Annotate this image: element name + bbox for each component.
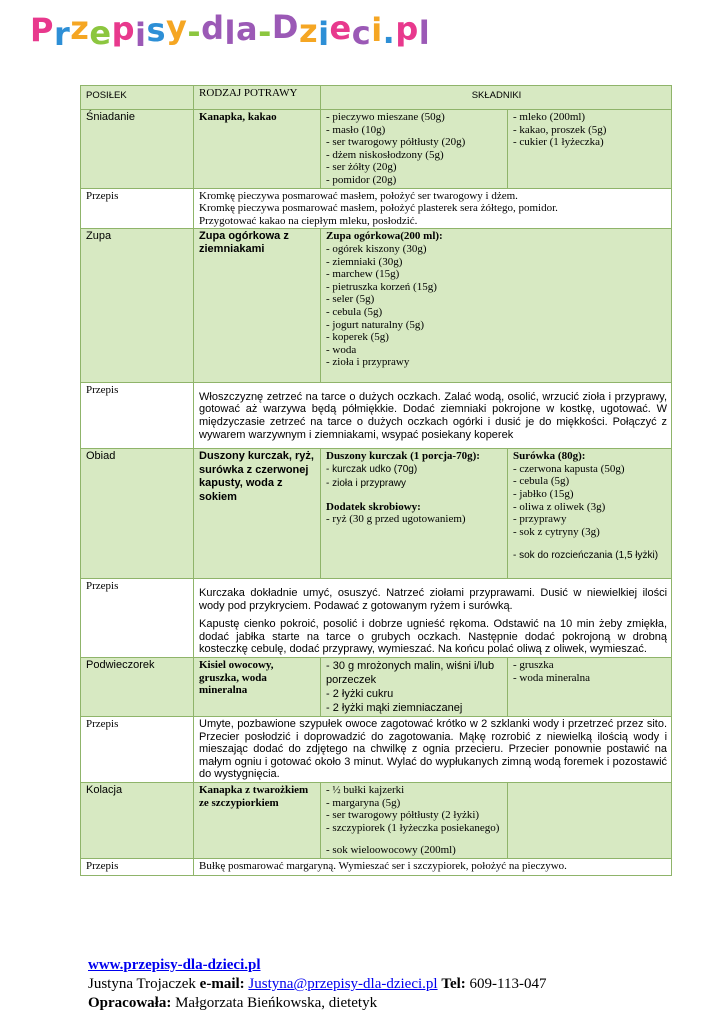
list-item: - ser twarogowy półtłusty (20g) [326, 136, 466, 149]
list-item: - margaryna (5g) [326, 796, 401, 809]
breakfast-recipe-row [81, 188, 672, 229]
logo-letter: e [329, 9, 352, 47]
meal-name: Podwieczorek [81, 657, 194, 716]
logo-letter: P [30, 11, 54, 49]
list-item: - dżem niskosłodzony (5g) [326, 148, 444, 161]
recipe-paragraph: Umyte, pozbawione szypułek owoce zagotować krótko w 2 szklanki wody i przetrzeć przez sito. Przecier posłodzić i doprowadzić do zagotowania. Mąkę rozrobić z niewielką ilością wody i mieszając dodać do zdjętego na chwilkę z ognia przecieru. Przecier ponownie postawić na małym ogniu i gotować około 3 minut. Wylać do wypłukanych zimną wodą foremek i pozostawić do wystygnięcia. [199, 717, 668, 781]
list-item: - cukier (1 łyżeczka) [513, 136, 604, 149]
list-item: - czerwona kapusta (50g) [513, 462, 625, 475]
logo-letter: i [318, 15, 330, 53]
logo-letter: i [134, 16, 147, 54]
website-link[interactable]: www.przepisy-dla-dzieci.pl [88, 957, 261, 973]
ingredients-title: Surówka (80g): [513, 450, 586, 463]
list-item: - 30 g mrożonych malin, wiśni i/lub porzeczek [326, 659, 495, 686]
list-item: - ryż (30 g przed ugotowaniem) [326, 513, 466, 526]
ingredients-list [508, 110, 672, 189]
ingredients-list [321, 110, 508, 189]
lunch-row [81, 449, 672, 579]
list-item: - marchew (15g) [326, 268, 400, 281]
header-meal: POSIŁEK [81, 86, 194, 110]
logo-letter: z [298, 12, 319, 50]
recipe-text [194, 382, 672, 448]
ingredients-list [508, 657, 672, 716]
logo-letter: l [224, 14, 236, 52]
recipe-text: Bułkę posmarować margaryną. Wymieszać ser i szczypiorek, położyć na pieczywo. [194, 858, 672, 875]
ingredients-title: Zupa ogórkowa(200 ml): [326, 230, 443, 243]
soup-recipe-row [81, 382, 672, 448]
recipe-line: Kromkę pieczywa posmarować masłem, położyć ser twarogowy i dżem. [199, 189, 518, 202]
prepared-by: Małgorzata Bieńkowska, dietetyk [175, 995, 378, 1011]
recipe-line: Przygotować kakao na ciepłym mleku, posłodzić. [199, 214, 418, 227]
list-item: - zioła i przyprawy [326, 477, 407, 489]
author-name: Justyna Trojaczek [88, 976, 196, 992]
list-item: - ser twarogowy półtłusty (2 łyżki) [326, 809, 480, 822]
recipe-text [194, 579, 672, 658]
meal-name: Obiad [81, 449, 194, 579]
dish-name: Zupa ogórkowa z ziemniakami [194, 229, 321, 383]
logo-letter: - [258, 13, 272, 51]
list-item: - ½ bułki kajzerki [326, 783, 405, 796]
list-item: - cebula (5g) [513, 475, 570, 488]
list-item: - pomidor (20g) [326, 173, 397, 186]
prepared-label: Opracowała: [88, 995, 172, 1011]
list-item: - ziemniaki (30g) [326, 255, 403, 268]
logo-letter: y [165, 8, 188, 46]
recipe-text [194, 188, 672, 229]
logo-letter: a [236, 10, 259, 48]
tel-label: Tel: [441, 976, 466, 992]
dish-name: Kanapka z twarożkiem ze szczypiorkiem [194, 782, 321, 858]
snack-recipe-row [81, 716, 672, 782]
breakfast-row [81, 110, 672, 189]
list-item: - pieczywo mieszane (50g) [326, 111, 445, 123]
list-item: - kakao, proszek (5g) [513, 123, 607, 136]
list-item: - koperek (5g) [326, 331, 389, 344]
logo-letter: D [271, 8, 299, 46]
logo-letter: s [146, 11, 166, 49]
dinner-recipe-row [81, 858, 672, 875]
list-item: - ser żółty (20g) [326, 161, 397, 174]
recipe-paragraph: Kapustę cienko pokroić, posolić i dobrze ugnieść rękoma. Odstawić na 10 min żeby zmiękła, dodać jabłka starte na tarce o grubych oczkach. Następnie dodać pokrojoną w drobną kosteczkę cebulę, dodać przyprawy, wymieszać. Na końcu polać oliwą z oliwek, wymieszać. [199, 618, 668, 656]
logo-letter: . [382, 13, 396, 51]
dinner-row [81, 782, 672, 858]
logo-letter: l [418, 14, 431, 52]
logo-letter: r [53, 15, 71, 53]
logo-letter: d [201, 9, 225, 47]
logo-letter: p [111, 10, 135, 48]
ingredients-list [321, 657, 508, 716]
snack-row [81, 657, 672, 716]
recipe-label: Przepis [81, 858, 194, 875]
list-item: - 2 łyżki mąki ziemniaczanej [326, 701, 463, 714]
ingredients-list [321, 782, 508, 858]
list-item: - cebula (5g) [326, 305, 383, 318]
logo-letter: z [70, 9, 90, 47]
list-item: - oliwa z oliwek (3g) [513, 500, 606, 513]
recipe-paragraph: Kurczaka dokładnie umyć, osuszyć. Natrzeć ziołami przyprawami. Dusić w niewielkiej ilości wody pod przykryciem. Podawać z gotowanym ryżem i surówką. [199, 587, 668, 612]
list-item: - sok do rozcieńczania (1,5 łyżki) [513, 550, 659, 562]
list-item: - 2 łyżki cukru [326, 687, 394, 700]
meal-name: Śniadanie [81, 110, 194, 189]
logo-letter: i [371, 11, 383, 49]
lunch-recipe-row [81, 579, 672, 658]
list-item: - jogurt naturalny (5g) [326, 318, 425, 331]
meal-name: Zupa [81, 229, 194, 383]
header-ingredients: SKŁADNIKI [321, 86, 672, 110]
page-footer [88, 956, 546, 1013]
recipe-paragraph: Włoszczyznę zetrzeć na tarce o dużych oczkach. Zalać wodą, osolić, wrzucić zioła i przyprawy, gotować aż warzywa będą półmiękkie. Dodać ziemniaki pokrojone w kostkę, ugotować. W międzyczasie zetrzeć na tarce o dużych oczkach ogórki i dusić je do miękkości. Połączyć z wywarem warzywnym i ziemniakami, wsypać posiekany koperek [199, 390, 668, 441]
list-item: - gruszka [513, 658, 554, 671]
meal-name: Kolacja [81, 782, 194, 858]
empty-cell [508, 782, 672, 858]
table-header-row [81, 86, 672, 110]
list-item: - szczypiorek (1 łyżeczka posiekanego) [326, 821, 500, 834]
list-item: - sok wieloowocowy (200ml) [326, 844, 456, 857]
dish-name: Kisiel owocowy, gruszka, woda mineralna [194, 657, 321, 716]
logo-letter: - [187, 13, 202, 51]
ingredients-title: Duszony kurczak (1 porcja-70g): [326, 450, 480, 463]
recipe-label: Przepis [81, 188, 194, 229]
site-logo [30, 6, 430, 54]
list-item: - woda [326, 343, 357, 356]
list-item: - zioła i przyprawy [326, 356, 410, 369]
dish-name: Duszony kurczak, ryż, surówka z czerwonej kapusty, woda z sokiem [194, 449, 321, 579]
recipe-label: Przepis [81, 382, 194, 448]
recipe-label: Przepis [81, 579, 194, 658]
ingredients-title: Dodatek skrobiowy: [326, 500, 421, 513]
logo-letter: c [351, 14, 372, 52]
list-item: - pietruszka korzeń (15g) [326, 280, 437, 293]
recipe-label: Przepis [81, 716, 194, 782]
header-dish: RODZAJ POTRAWY [194, 86, 321, 110]
dish-name: Kanapka, kakao [194, 110, 321, 189]
meal-plan-table [80, 85, 672, 876]
tel-number: 609-113-047 [469, 976, 547, 992]
list-item: - masło (10g) [326, 123, 386, 136]
ingredients-list [321, 449, 508, 579]
ingredients-list [321, 229, 672, 383]
ingredients-list [508, 449, 672, 579]
list-item: - seler (5g) [326, 293, 375, 306]
list-item: - mleko (200ml) [513, 111, 586, 123]
list-item: - jabłko (15g) [513, 488, 574, 501]
logo-letter: p [395, 10, 419, 48]
list-item: - woda mineralna [513, 671, 590, 684]
email-link[interactable]: Justyna@przepisy-dla-dzieci.pl [248, 976, 438, 992]
list-item: - kurczak udko (70g) [326, 463, 418, 475]
list-item: - sok z cytryny (3g) [513, 525, 600, 538]
logo-letter: e [89, 14, 112, 52]
list-item: - ogórek kiszony (30g) [326, 242, 427, 255]
recipe-text [194, 716, 672, 782]
email-label: e-mail: [199, 976, 245, 992]
soup-row [81, 229, 672, 383]
list-item: - przyprawy [513, 513, 567, 526]
recipe-line: Kromkę pieczywa posmarować masłem, położyć plasterek sera żółtego, pomidor. [199, 202, 558, 215]
